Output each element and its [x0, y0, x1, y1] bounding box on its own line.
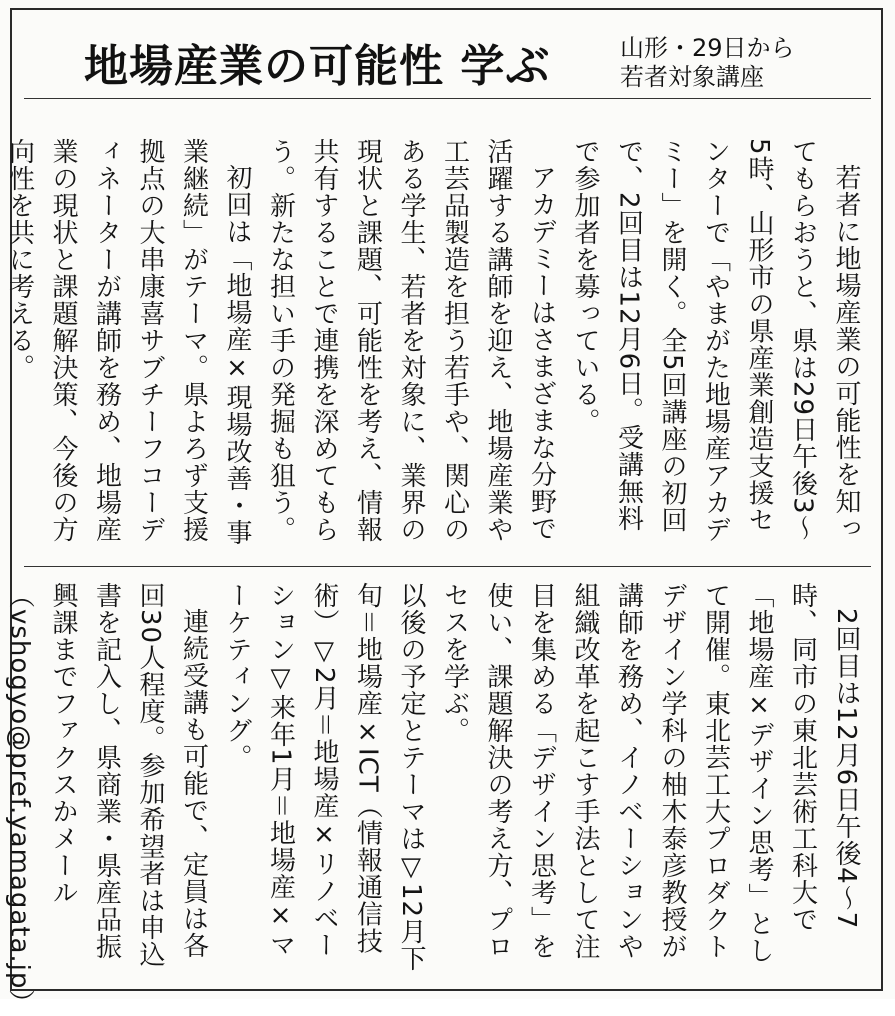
upper-paragraph-1: 若者に地場産業の可能性を知ってもらおうと、県は29日午後3〜5時、山形市の県産業創造支援センターで「やまがた地場産アカデミー」を開く。全5回講座の初回で、2回目は12月6日。受講無料で参加者を募っている。 [570, 138, 861, 543]
upper-paragraph-3: 初回は「地場産×現場改善・事業継続」がテーマ。県よろず支援拠点の大串康喜サブチーフコーディネーターが講師を務め、地場産業の現状と課題解決策、今後の方向性を共に考える。 [4, 138, 252, 546]
upper-paragraph-2: アカデミーはさまざまな分野で活躍する講師を迎え、地場産業や工芸品製造を担う若手や、関心のある学生、若者を対象に、業界の現状と課題、可能性を考え、情報共有することで連携を深めてもらう。新たな担い手の発掘も狙う。 [265, 138, 557, 543]
headline-sub-line2: 若者対象講座 [620, 63, 764, 91]
headline-sub-line1: 山形・29日から [620, 34, 795, 62]
article-lower-section [4, 582, 867, 1016]
lower-paragraph-3: 連続受講も可能で、定員は各回30人程度。参加希望者は申込書を記入し、県商業・県産品振興課までファクスかメール（vshogyo@pref.yamagata.jp） [4, 582, 209, 1016]
lower-paragraph-2: 以後の予定とテーマは▽12月下旬＝地場産×ICT（情報通信技術）▽2月＝地場産×リノベーション▽来年1月＝地場産×マーケティング。 [222, 582, 426, 973]
divider-top [24, 98, 871, 99]
headline-sub [620, 34, 795, 92]
divider-middle [24, 566, 871, 567]
headline-main: 地場産業の可能性 学ぶ [84, 41, 551, 92]
article-upper-section [4, 138, 867, 556]
lower-paragraph-1: 2回目は12月6日午後4〜7時、同市の東北芸術工科大で「地場産×デザイン思考」として開催。東北芸工大プロダクトデザイン学科の柚木泰彦教授が講師を務め、イノベーションや組織改革を起こす手法として注目を集める「デザイン思考」を使い、課題解決の考え方、プロセスを学ぶ。 [439, 582, 861, 964]
